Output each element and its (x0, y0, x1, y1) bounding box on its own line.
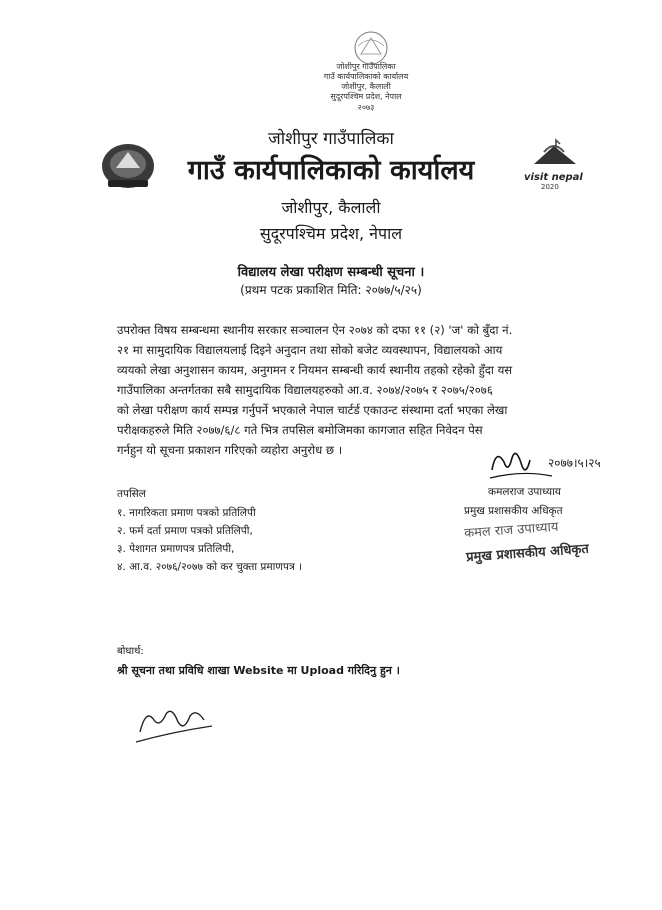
seal-text-4: सुदूरपश्चिम प्रदेश, नेपाल (330, 92, 402, 101)
list-item: १. नागरिकता प्रमाण पत्रको प्रतिलिपी (117, 507, 256, 519)
body-line: गाउँपालिका अन्तर्गतका सबै सामुदायिक विद्यालयहरुको आ.व. २०७४/२०७५ र २०७५/२०७६ (117, 383, 493, 397)
body-line: व्ययको लेखा अनुशासन कायम, अनुगमन र नियमन सम्बन्धी कार्य स्थानीय तहको रहेको हुँदा यस (117, 363, 513, 377)
seal-text-3: जोशीपुर, कैलाली (341, 82, 391, 91)
signer-post: प्रमुख प्रशासकीय अधिकृत (464, 505, 563, 517)
seal-text-1: जोशीपुर गाउँपालिका (336, 62, 396, 71)
address-line-2: सुदूरपश्चिम प्रदेश, नेपाल (259, 224, 403, 243)
cc-label: बोधार्थ: (117, 646, 144, 657)
seal-text-5: २०७३ (357, 103, 375, 112)
address-line-1: जोशीपुर, कैलाली (281, 198, 381, 217)
municipality-name: जोशीपुर गाउँपालिका (268, 129, 394, 149)
list-item: ४. आ.व. २०७६/२०७७ को कर चुक्ता प्रमाणपत्र । (117, 561, 303, 573)
body-line: गर्नहुन यो सूचना प्रकाशन गरिएको व्यहोरा अनुरोध छ । (117, 443, 343, 457)
initials-scribble (132, 698, 222, 746)
office-title: गाउँ कार्यपालिकाको कार्यालय (187, 155, 475, 186)
list-item: २. फर्म दर्ता प्रमाण पत्रको प्रतिलिपी, (117, 525, 253, 537)
list-item: ३. पेशागत प्रमाणपत्र प्रतिलिपी, (117, 543, 235, 555)
body-line: २१ मा सामुदायिक विद्यालयलाई दिइने अनुदान तथा सोको बजेट व्यवस्थापन, विद्यालयको आय (117, 343, 503, 357)
tapasil-heading: तपसिल (117, 488, 146, 500)
stamp-name: कमल राज उपाध्याय (463, 519, 559, 542)
signature-date: २०७७।५।२५ (548, 456, 601, 470)
visit-nepal-text: visit nepal (524, 172, 583, 183)
seal-text-2: गाउँ कार्यपालिकाको कार्यालय (323, 72, 409, 81)
body-line: परीक्षकहरुले मिति २०७७/६/८ गते भित्र तपसिल बमोजिमका कागजात सहित निवेदन पेस (117, 423, 483, 437)
signer-name: कमलराज उपाध्याय (488, 486, 561, 498)
notice-subtitle: (प्रथम पटक प्रकाशित मिति: २०७७/५/२५) (240, 283, 422, 297)
notice-title: विद्यालय लेखा परीक्षण सम्बन्धी सूचना । (237, 265, 425, 280)
cc-line: श्री सूचना तथा प्रविधि शाखा Website मा Upload गरिदिनु हुन । (117, 664, 400, 677)
body-line: उपरोक्त विषय सम्बन्धमा स्थानीय सरकार सञ्चालन ऐन २०७४ को दफा ११ (२) 'ज' को बुँदा नं. (117, 323, 513, 337)
stamp-post: प्रमुख प्रशासकीय अधिकृत (465, 541, 590, 566)
body-line: को लेखा परीक्षण कार्य सम्पन्न गर्नुपर्ने भएकाले नेपाल चार्टर्ड एकाउन्ट संस्थामा दर्ता भएका लेखा (117, 403, 508, 417)
visit-nepal-year: 2020 (541, 183, 559, 191)
